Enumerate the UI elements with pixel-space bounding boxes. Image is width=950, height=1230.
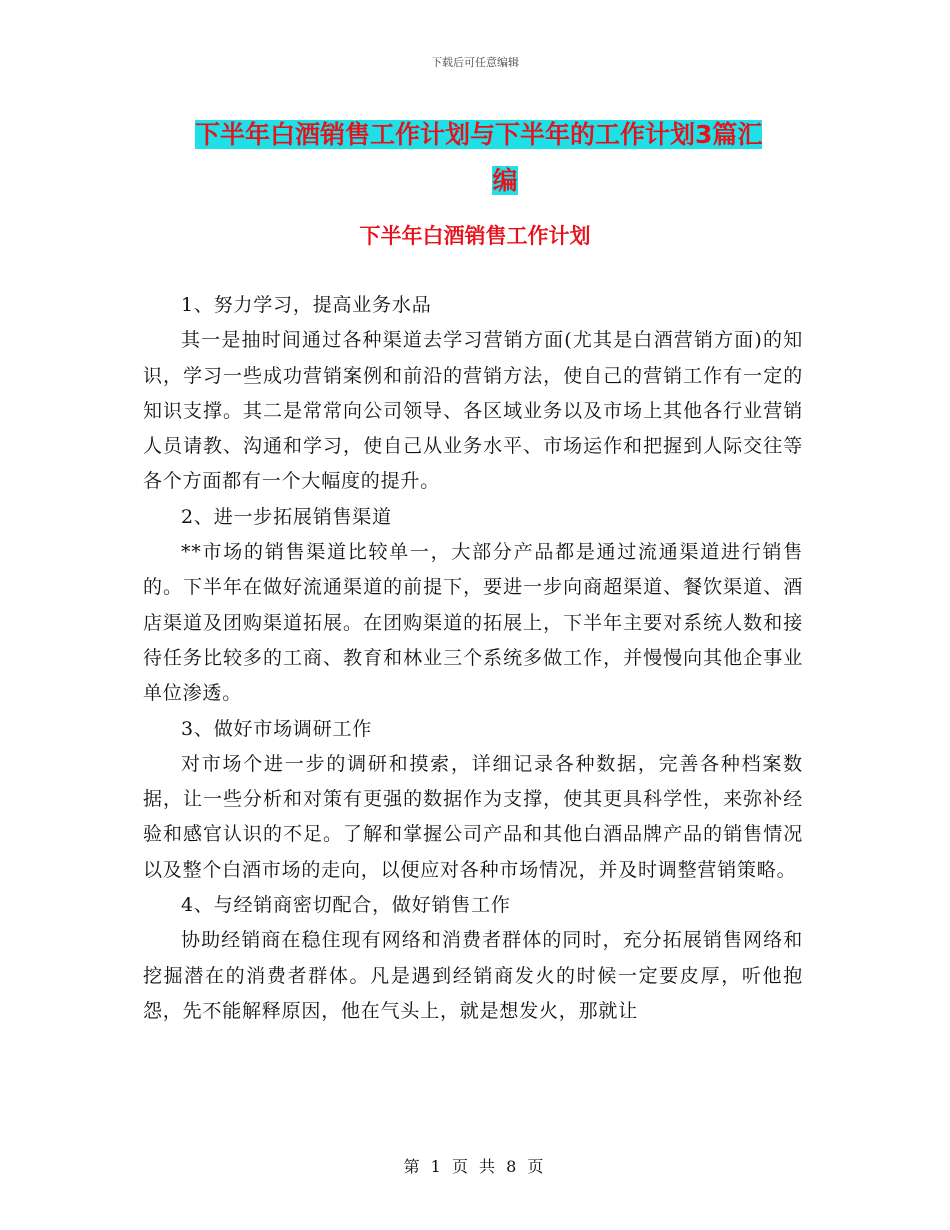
page-footer: 第 1 页 共 8 页 [403, 1157, 547, 1176]
paragraph-4: 协助经销商在稳住现有网络和消费者群体的同时，充分拓展销售网络和挖掘潜在的消费者群体。凡是遇到经销商发火的时候一定要皮厚，听他抱怨，先不能解释原因，他在气头上，就是想发火，那就让 [143, 929, 803, 1022]
heading-3: 3、做好市场调研工作 [181, 717, 373, 740]
heading-4: 4、与经销商密切配合，做好销售工作 [181, 894, 511, 917]
document-title [195, 112, 805, 204]
heading-1: 1、努力学习，提高业务水品 [181, 294, 432, 316]
section-title: 下半年白酒销售工作计划 [359, 224, 591, 248]
header-note: 下载后可任意编辑 [431, 56, 519, 69]
paragraph-2: **市场的销售渠道比较单一，大部分产品都是通过流通渠道进行销售的。下半年在做好流通渠道的前提下，要进一步向商超渠道、餐饮渠道、酒店渠道及团购渠道拓展。在团购渠道的拓展上，下半年主要对系统人数和接待任务比较多的工商、教育和林业三个系统多做工作，并慢慢向其他企事业单位渗透。 [143, 541, 803, 705]
body-text [143, 288, 803, 1029]
paragraph-3: 对市场个进一步的调研和摸索，详细记录各种数据，完善各种档案数据，让一些分析和对策有更强的数据作为支撑，使其更具科学性，来弥补经验和感官认识的不足。了解和掌握公司产品和其他白酒品牌产品的销售情况以及整个白酒市场的走向，以便应对各种市场情况，并及时调整营销策略。 [143, 752, 803, 881]
document-title-line-2: 编 [492, 166, 518, 195]
paragraph-1: 其一是抽时间通过各种渠道去学习营销方面(尤其是白酒营销方面)的知识，学习一些成功营销案例和前沿的营销方法，使自己的营销工作有一定的知识支撑。其二是常常向公司领导、各区域业务以及市场上其他各行业营销人员请教、沟通和学习，使自己从业务水平、市场运作和把握到人际交往等各个方面都有一个大幅度的提升。 [143, 329, 803, 493]
heading-2: 2、进一步拓展销售渠道 [181, 505, 392, 528]
document-title-line-1: 下半年白酒销售工作计划与下半年的工作计划3篇汇 [195, 120, 763, 149]
